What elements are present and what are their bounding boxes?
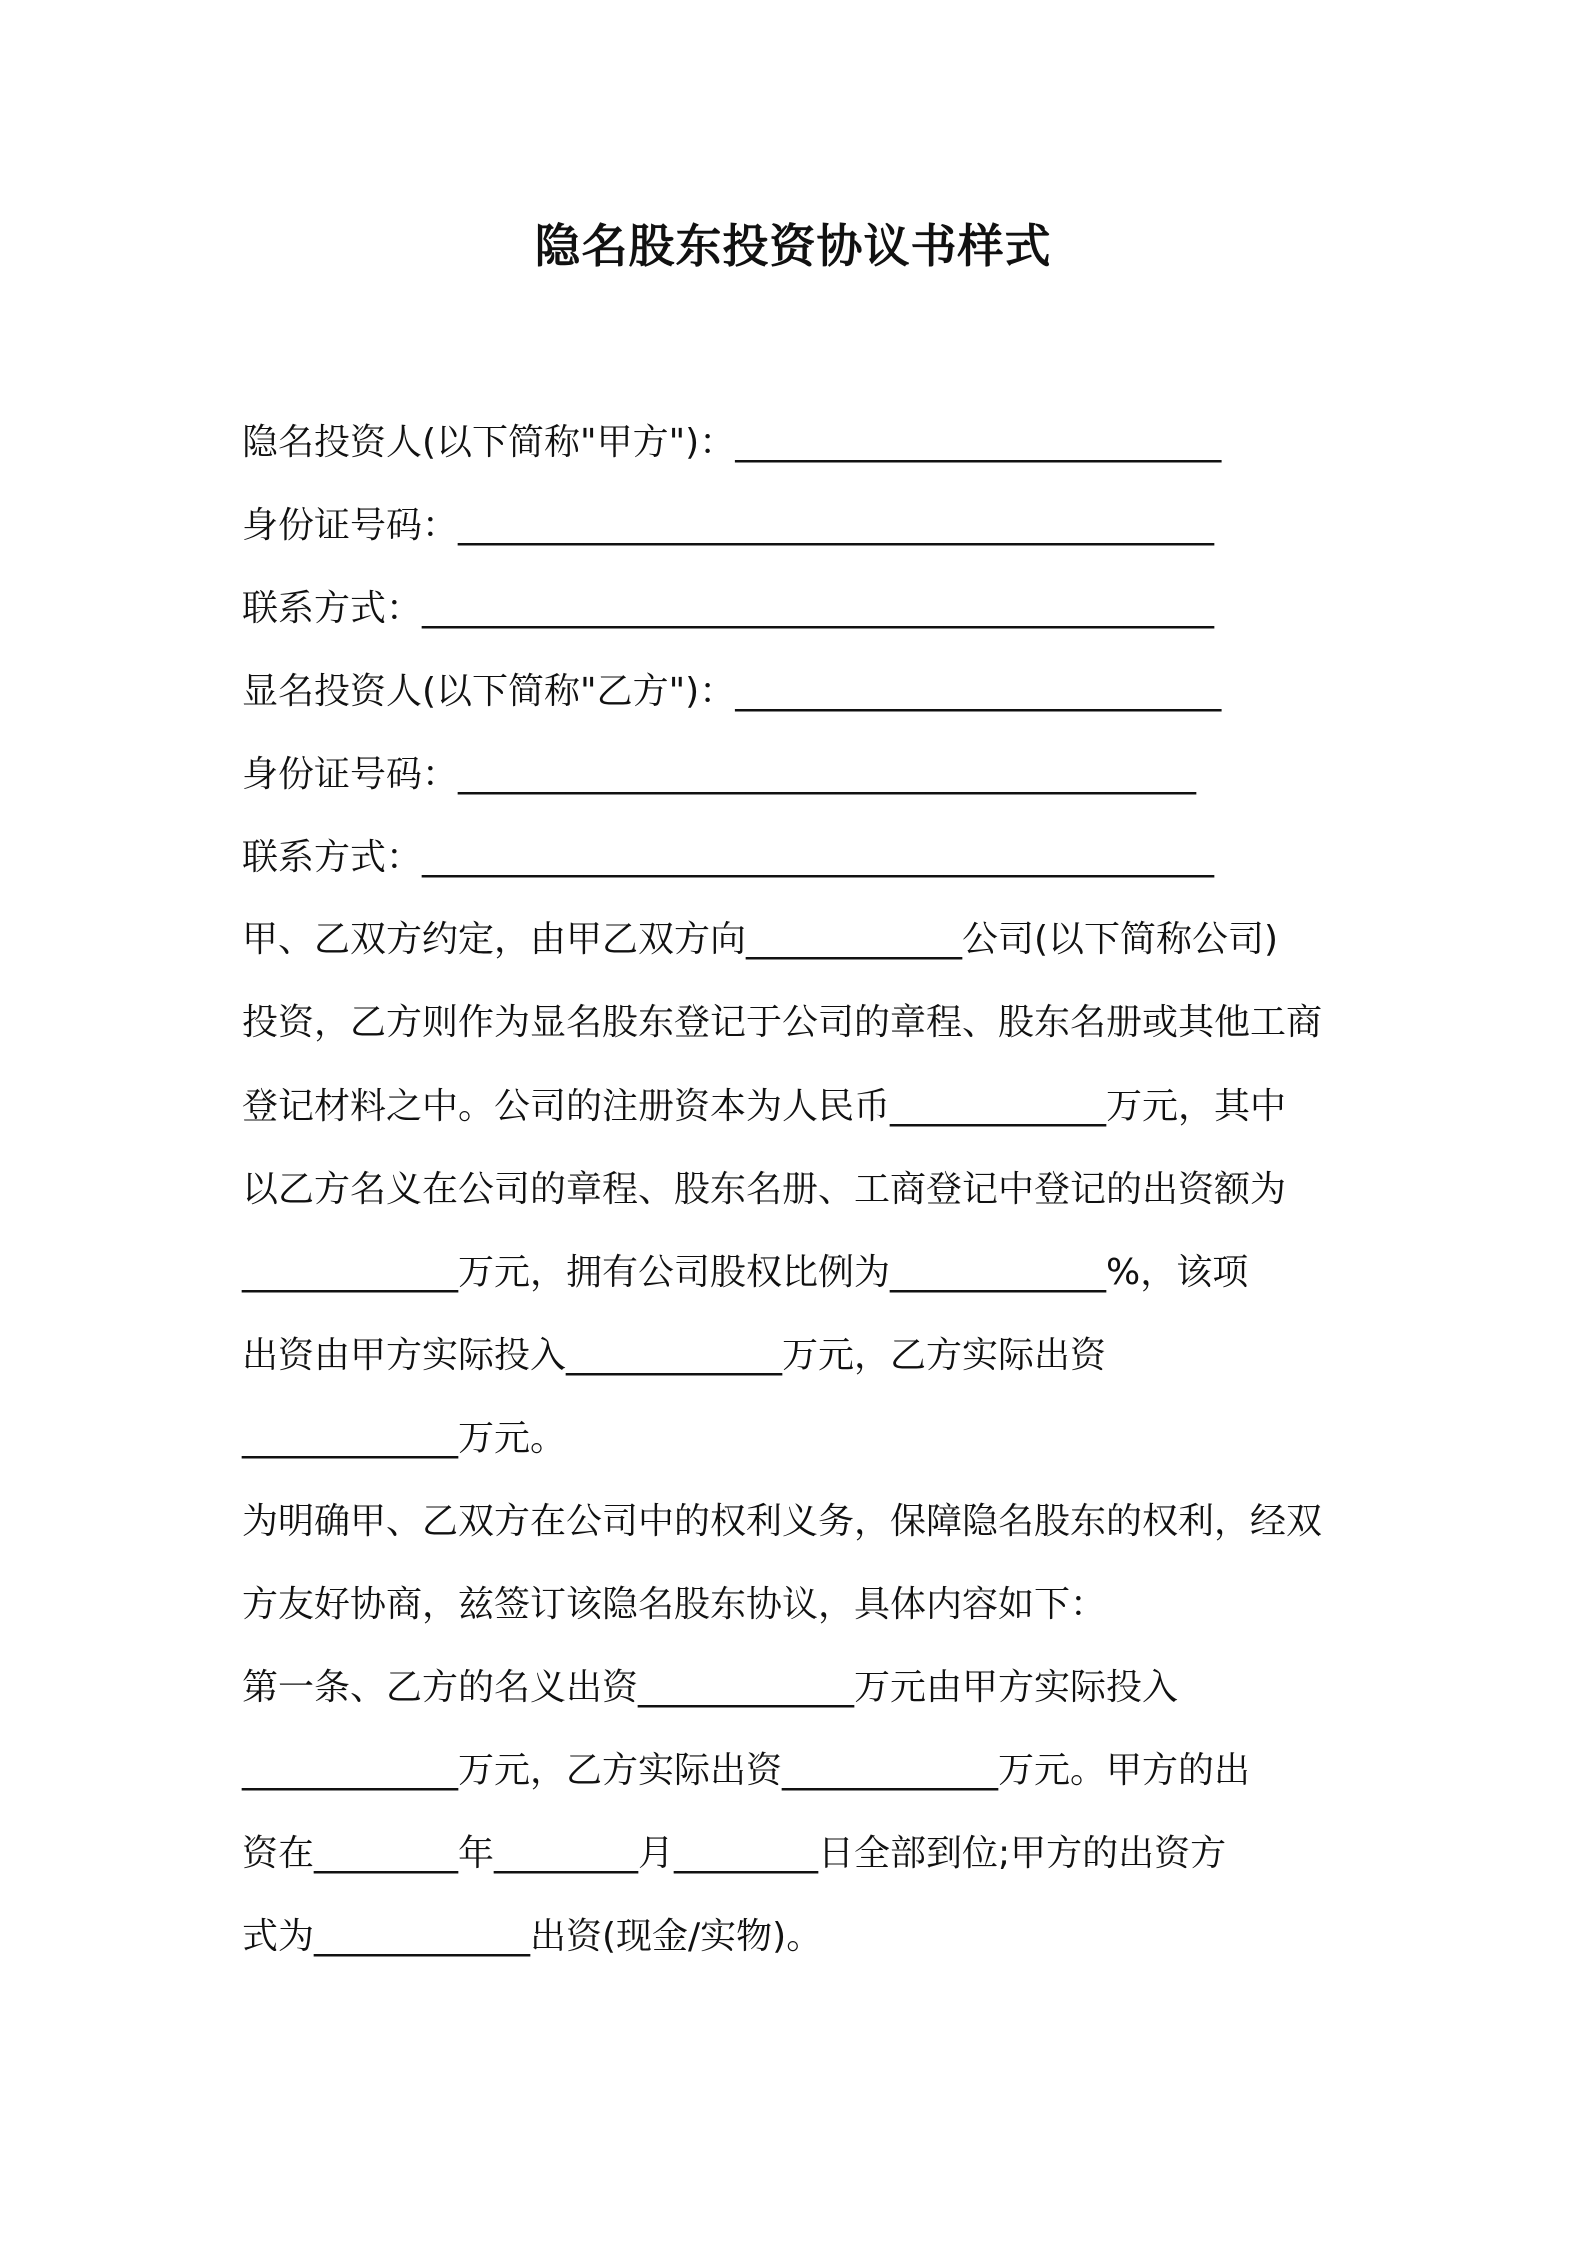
party-a-name-line: 隐名投资人(以下简称"甲方")：___________________________	[242, 422, 1222, 463]
party-a-id-line: 身份证号码：__________________________________________	[242, 505, 1215, 546]
party-b-id-line: 身份证号码：_________________________________________	[242, 754, 1197, 795]
article-line: 式为____________出资(现金/实物)。	[242, 1916, 823, 1957]
paragraph-line: 方友好协商，兹签订该隐名股东协议，具体内容如下：	[242, 1584, 1107, 1625]
document-title: 隐名股东投资协议书样式	[534, 219, 1052, 273]
party-b-contact-line: 联系方式：____________________________________________	[242, 837, 1215, 878]
paragraph-line: 为明确甲、乙双方在公司中的权利义务，保障隐名股东的权利，经双	[242, 1501, 1323, 1542]
article-line: ____________万元，乙方实际出资____________万元。甲方的出	[242, 1750, 1251, 1791]
party-b-name-line: 显名投资人(以下简称"乙方")：___________________________	[242, 671, 1222, 712]
paragraph-line: ____________万元。	[242, 1418, 567, 1459]
party-a-contact-line: 联系方式：____________________________________________	[242, 588, 1215, 629]
article-line: 第一条、乙方的名义出资____________万元由甲方实际投入	[242, 1667, 1179, 1708]
paragraph-line: 登记材料之中。公司的注册资本为人民币____________万元，其中	[242, 1086, 1287, 1127]
paragraph-line: ____________万元，拥有公司股权比例为____________%，该项	[242, 1252, 1249, 1293]
paragraph-line: 出资由甲方实际投入____________万元，乙方实际出资	[242, 1335, 1107, 1376]
paragraph-line: 以乙方名义在公司的章程、股东名册、工商登记中登记的出资额为	[242, 1169, 1287, 1210]
article-line: 资在________年________月________日全部到位;甲方的出资方	[242, 1833, 1227, 1874]
paragraph-line: 投资，乙方则作为显名股东登记于公司的章程、股东名册或其他工商	[242, 1002, 1323, 1043]
paragraph-line: 甲、乙双方约定，由甲乙双方向____________公司(以下简称公司)	[242, 919, 1279, 960]
